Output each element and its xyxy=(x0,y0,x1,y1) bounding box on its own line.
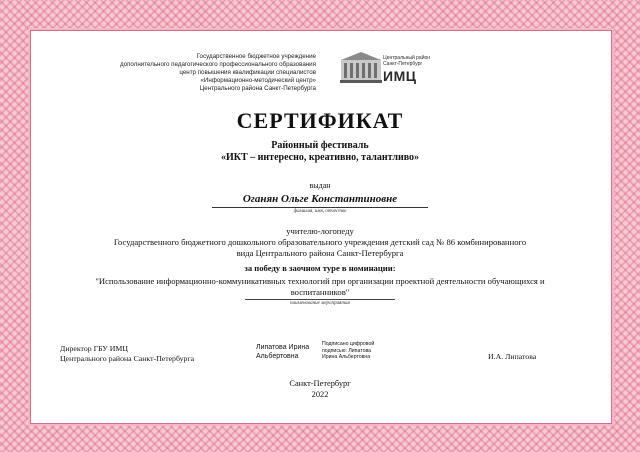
logo-text xyxy=(383,55,435,84)
role-line: Государственного бюджетного дошкольного образовательного учреждения детский сад № 86 комбинированного xyxy=(113,237,527,247)
festival-name xyxy=(0,140,640,164)
recipient-caption: фамилия, имя, отчество xyxy=(293,209,347,214)
recipient-role xyxy=(0,226,640,259)
digital-line: Подписано цифровой xyxy=(322,341,375,347)
director-line: Центрального района Санкт-Петербурга xyxy=(60,354,195,363)
organization-line: Центрального района Санкт-Петербурга xyxy=(199,85,316,92)
footer xyxy=(0,378,640,400)
organization-line: Государственное бюджетное учреждение xyxy=(196,53,316,60)
digital-line: подписью: Липатова xyxy=(322,347,372,354)
issued-label: выдан xyxy=(309,181,331,190)
recipient-name: Оганян Ольге Константиновне xyxy=(242,193,398,205)
victory-statement: за победу в заочном туре в номинации: xyxy=(244,263,396,273)
digital-signature-name xyxy=(256,343,309,361)
organization-line: центр повышения квалификации специалистов xyxy=(179,69,316,76)
divider xyxy=(212,207,428,208)
organization-line: «Информационно-методический центр» xyxy=(200,77,316,84)
organization-header xyxy=(100,53,316,93)
signer-initials: И.А. Липатова xyxy=(488,352,537,361)
organization-line: дополнительного педагогического профессионального образования xyxy=(120,61,316,68)
digital-line: Ирина Альбертовна xyxy=(322,354,371,360)
nomination-caption: наименование мероприятия xyxy=(290,301,350,306)
role-line: вида Центрального района Санкт-Петербурга xyxy=(236,248,404,258)
festival-line: Районный фестиваль xyxy=(271,140,369,151)
signer-line: Альбертовна xyxy=(256,353,299,360)
logo-big-text: ИМЦ xyxy=(383,68,417,84)
director-line: Директор ГБУ ИМЦ xyxy=(60,344,128,353)
festival-line: «ИКТ – интересно, креативно, талантливо» xyxy=(220,152,420,163)
digital-signature-note xyxy=(322,341,374,361)
footer-year: 2022 xyxy=(311,390,329,399)
footer-city: Санкт-Петербург xyxy=(289,379,351,388)
divider xyxy=(245,299,395,300)
logo-small-text: Центральный район Санкт-Петербург xyxy=(383,55,431,67)
certificate-title: СЕРТИФИКАТ xyxy=(236,108,404,133)
director-title xyxy=(60,344,194,364)
role-line: учителю-логопеду xyxy=(286,226,354,236)
signer-line: Липатова Ирина xyxy=(256,344,310,351)
nomination-title: "Использование информационно-коммуникативных технологий при организации проектной деятельности обучающихся и воспитанников" xyxy=(95,276,545,297)
